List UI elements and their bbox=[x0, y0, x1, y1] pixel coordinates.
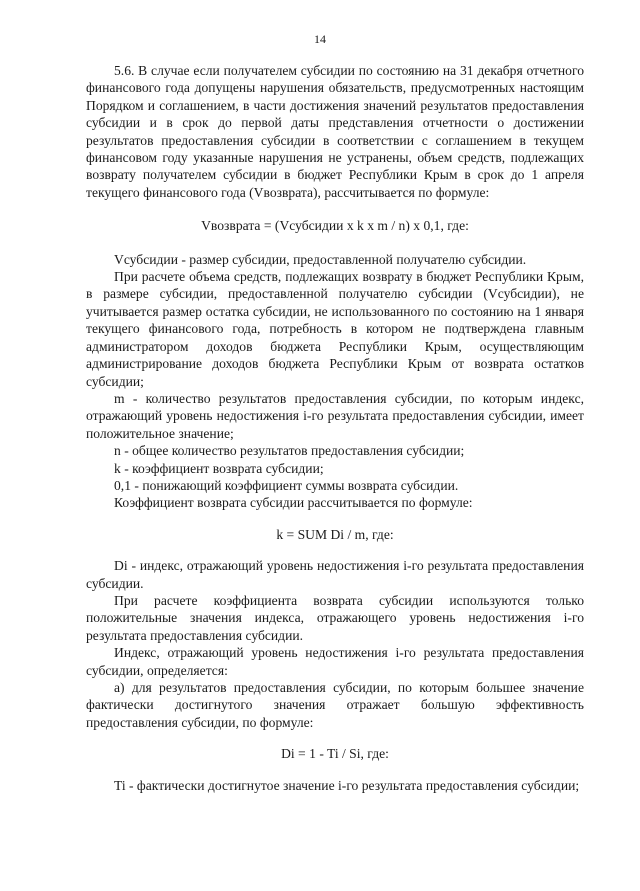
definition-ti: Ti - фактически достигнутое значение i-го результата предоставления субсидии; bbox=[114, 777, 580, 793]
definition-0-1: 0,1 - понижающий коэффициент суммы возврата субсидии. bbox=[114, 477, 459, 493]
paragraph-calculation-note: При расчете объема средств, подлежащих возврату в бюджет Республики Крым, в размере субсидии, предоставленной получателю субсидии (Vсубсидии), не учитывается размер остатка субсидии, не использованного по состоянию на 1 января текущего финансового года, потребность в котором не подтверждена главным администратором доходов бюджета Республики Крым, осуществляющим администрирование доходов бюджета Республики Крым от возврата остатков субсидии; bbox=[86, 269, 584, 389]
formula-di: Di = 1 - Ti / Si, где: bbox=[281, 746, 389, 762]
paragraph-case-a: а) для результатов предоставления субсидии, по которым большее значение фактически достигнутого значения отражает большую эффективность предоставления субсидии, по формуле: bbox=[86, 680, 584, 730]
definition-vsubsidii: Vсубсидии - размер субсидии, предоставленной получателю субсидии. bbox=[114, 251, 527, 267]
definition-di: Di - индекс, отражающий уровень недостижения i-го результата предоставления субсидии. bbox=[86, 558, 584, 591]
page-number: 14 bbox=[314, 32, 326, 46]
paragraph-positive-values: При расчете коэффициента возврата субсидии используются только положительные значения индекса, отражающего уровень недостижения i-го результата предоставления субсидии. bbox=[86, 592, 584, 643]
definition-n: n - общее количество результатов предоставления субсидии; bbox=[114, 443, 465, 459]
formula-k: k = SUM Di / m, где: bbox=[276, 526, 394, 542]
definition-m: m - количество результатов предоставления субсидии, по которым индекс, отражающий уровень недостижения i-го результата предоставления субсидии, имеет положительное значение; bbox=[86, 390, 584, 441]
document-body bbox=[86, 62, 584, 794]
paragraph-index-definition: Индекс, отражающий уровень недостижения i-го результата предоставления субсидии, определяется: bbox=[86, 645, 584, 678]
definition-k: k - коэффициент возврата субсидии; bbox=[114, 460, 324, 476]
formula-return-volume: Vвозврата = (Vсубсидии х k х m / n) х 0,1, где: bbox=[201, 218, 469, 234]
paragraph-5-6: 5.6. В случае если получателем субсидии по состоянию на 31 декабря отчетного финансового года допущены нарушения обязательств, предусмотренных настоящим Порядком и соглашением, в части достижения значений результатов предоставления субсидии и в срок до первой даты представления отчетности о достижении результатов предоставления субсидии в соответствии с соглашением в текущем финансовом году указанные нарушения не устранены, объем средств, подлежащих возврату получателем субсидии в бюджет Республики Крым в срок до 1 апреля текущего финансового года (Vвозврата), рассчитывается по формуле: bbox=[86, 63, 584, 200]
paragraph-k-intro: Коэффициент возврата субсидии рассчитывается по формуле: bbox=[114, 495, 473, 511]
